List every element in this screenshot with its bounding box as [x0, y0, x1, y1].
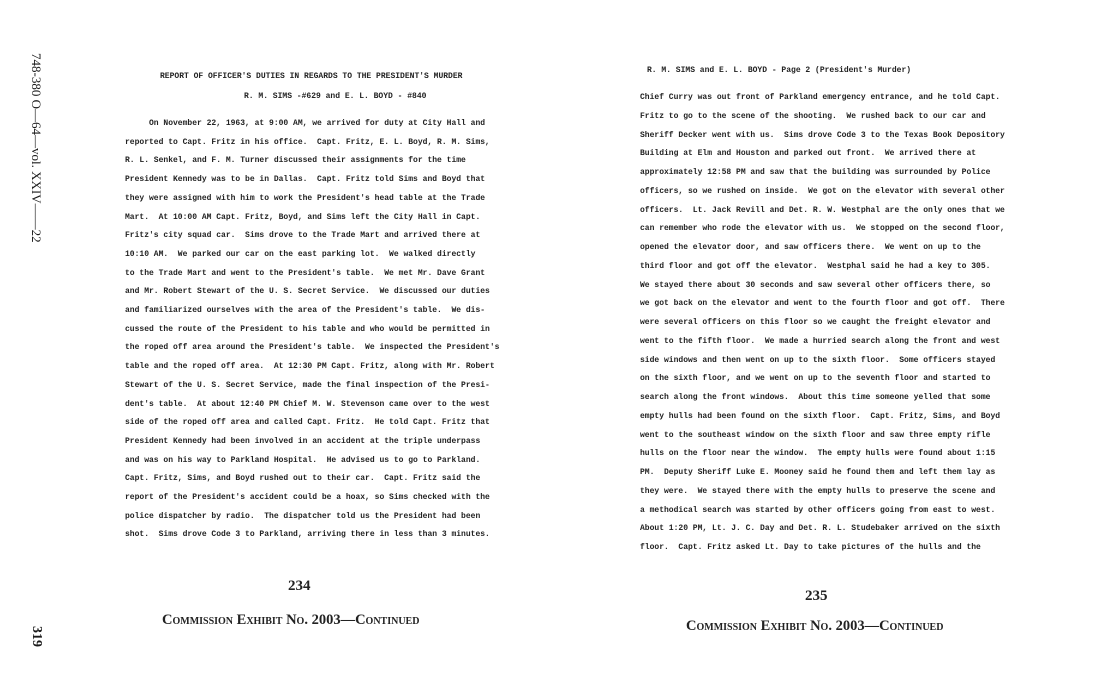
- text-line: reported to Capt. Fritz in his office. Capt. Fritz, E. L. Boyd, R. M. Sims,: [125, 137, 490, 147]
- text-line: they were. We stayed there with the empty hulls to preserve the scene and: [640, 486, 996, 496]
- page-header: R. M. SIMS and E. L. BOYD - Page 2 (President's Murder): [647, 66, 912, 75]
- text-line: PM. Deputy Sheriff Luke E. Mooney said he found them and left them lay as: [640, 468, 996, 477]
- text-line: 10:10 AM. We parked our car on the east parking lot. We walked directly: [125, 249, 476, 259]
- print-code-margin: 748-380 O—64—vol. XXIV——22: [29, 53, 44, 243]
- text-line: search along the front windows. About this time someone yelled that some: [640, 393, 991, 402]
- text-line: officers, so we rushed on inside. We got on the elevator with several other: [640, 186, 1005, 196]
- page-number-left: 234: [288, 578, 311, 594]
- text-line: police dispatcher by radio. The dispatcher told us the President had been: [125, 511, 481, 521]
- text-line: approximately 12:58 PM and saw that the building was surrounded by Police: [640, 168, 991, 177]
- text-line: third floor and got off the elevator. Westphal said he had a key to 305.: [640, 261, 991, 271]
- text-line: they were assigned with him to work the President's head table at the Trade: [125, 193, 486, 203]
- text-line: went to the southeast window on the sixth floor and saw three empty rifle: [640, 430, 991, 440]
- text-line: floor. Capt. Fritz asked Lt. Day to take pictures of the hulls and the: [640, 543, 981, 552]
- text-line: and was on his way to Parkland Hospital. He advised us to go to Parkland.: [125, 455, 481, 465]
- right-page: [547, 0, 1094, 691]
- text-line: a methodical search was started by other officers going from east to west.: [640, 505, 996, 515]
- text-line: hulls on the floor near the window. The empty hulls were found about 1:15: [640, 449, 996, 459]
- text-line: can remember who rode the elevator with us. We stopped on the second floor,: [640, 224, 1005, 234]
- volume-page-number: 319: [29, 626, 44, 647]
- text-line: went to the fifth floor. We made a hurried search along the front and west: [640, 336, 1001, 346]
- text-line: About 1:20 PM, Lt. J. C. Day and Det. R. L. Studebaker arrived on the sixth: [640, 524, 1001, 534]
- exhibit-caption-left: Commission Exhibit No. 2003—Continued: [162, 612, 420, 628]
- text-line: the roped off area around the President's table. We inspected the President's: [125, 343, 500, 353]
- text-line: opened the elevator door, and saw officers there. We went on up to the: [640, 243, 981, 252]
- text-line: Stewart of the U. S. Secret Service, made the final inspection of the Presi-: [125, 380, 490, 390]
- report-subtitle: R. M. SIMS -#629 and E. L. BOYD - #840: [244, 92, 427, 101]
- text-line: Fritz's city squad car. Sims drove to the Trade Mart and arrived there at: [125, 231, 481, 241]
- text-line: side of the roped off area and called Capt. Fritz. He told Capt. Fritz that: [125, 418, 490, 428]
- text-line: Building at Elm and Houston and parked out front. We arrived there at: [640, 149, 977, 159]
- text-line: dent's table. At about 12:40 PM Chief M. W. Stevenson came over to the west: [125, 399, 490, 409]
- text-line: on the sixth floor, and we went on up to the seventh floor and started to: [640, 374, 991, 384]
- text-line: empty hulls had been found on the sixth floor. Capt. Fritz, Sims, and Boyd: [640, 411, 1001, 421]
- text-line: Mart. At 10:00 AM Capt. Fritz, Boyd, and Sims left the City Hall in Capt.: [125, 212, 481, 222]
- text-line: officers. Lt. Jack Revill and Det. R. W. Westphal are the only ones that we: [640, 205, 1005, 215]
- text-line: President Kennedy was to be in Dallas. Capt. Fritz told Sims and Boyd that: [125, 175, 486, 185]
- text-line: were several officers on this floor so we caught the freight elevator and: [640, 318, 991, 327]
- text-line: Capt. Fritz, Sims, and Boyd rushed out to their car. Capt. Fritz said the: [125, 474, 481, 484]
- text-line: to the Trade Mart and went to the President's table. We met Mr. Dave Grant: [125, 268, 486, 278]
- report-title: REPORT OF OFFICER'S DUTIES IN REGARDS TO THE PRESIDENT'S MURDER: [160, 72, 463, 81]
- text-line: we got back on the elevator and went to the fourth floor and got off. There: [640, 299, 1005, 309]
- text-line: We stayed there about 30 seconds and saw several other officers there, so: [640, 280, 991, 290]
- text-line: Chief Curry was out front of Parkland emergency entrance, and he told Capt.: [640, 93, 1001, 102]
- page-number-right: 235: [805, 588, 828, 604]
- text-line: Fritz to go to the scene of the shooting. We rushed back to our car and: [640, 111, 986, 121]
- text-line: shot. Sims drove Code 3 to Parkland, arriving there in less than 3 minutes.: [125, 530, 490, 540]
- text-line: side windows and then went on up to the sixth floor. Some officers stayed: [640, 355, 996, 365]
- text-line: table and the roped off area. At 12:30 PM Capt. Fritz, along with Mr. Robert: [125, 362, 495, 372]
- text-line: and familiarized ourselves with the area of the President's table. We dis-: [125, 306, 486, 315]
- text-line: Sheriff Decker went with us. Sims drove Code 3 to the Texas Book Depository: [640, 130, 1005, 140]
- text-line: R. L. Senkel, and F. M. Turner discussed their assignments for the time: [125, 156, 466, 166]
- text-line: President Kennedy had been involved in an accident at the triple underpass: [125, 436, 481, 446]
- text-line: cussed the route of the President to his table and who would be permitted in: [125, 324, 490, 334]
- text-line: report of the President's accident could be a hoax, so Sims checked with the: [125, 493, 490, 502]
- exhibit-caption-right: Commission Exhibit No. 2003—Continued: [686, 618, 944, 634]
- text-line: and Mr. Robert Stewart of the U. S. Secret Service. We discussed our duties: [125, 287, 490, 297]
- text-line: On November 22, 1963, at 9:00 AM, we arrived for duty at City Hall and: [125, 119, 486, 128]
